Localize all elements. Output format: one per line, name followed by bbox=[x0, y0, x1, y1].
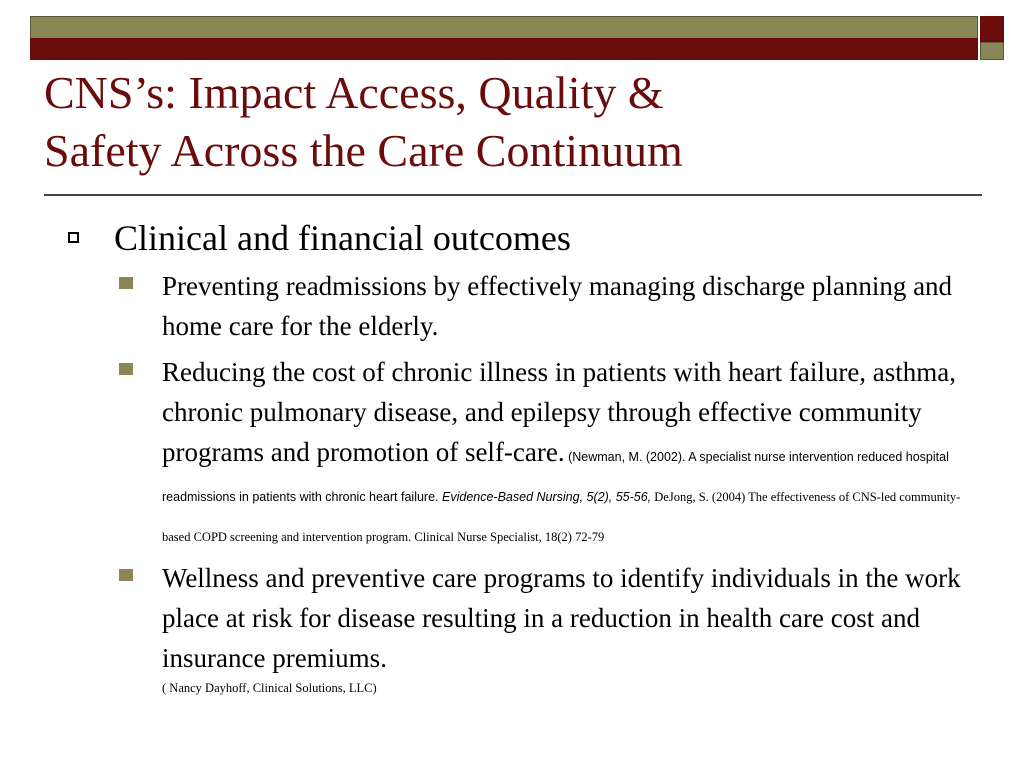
header-square-olive bbox=[980, 42, 1004, 60]
citation-journal: Evidence-Based Nursing, 5(2), 55-56, bbox=[442, 490, 652, 504]
citation-newman: (Newman, M. (2002). A specialist nurse intervention reduced hospital readmissions in patients with chronic heart failure. bbox=[162, 450, 949, 504]
citation-dayhoff: ( Nancy Dayhoff, Clinical Solutions, LLC) bbox=[162, 681, 377, 695]
filled-square-bullet-icon bbox=[119, 277, 133, 289]
title-line-2: Safety Across the Care Continuum bbox=[44, 125, 683, 176]
main-bullet-text: Clinical and financial outcomes bbox=[114, 218, 571, 258]
sub-bullet-chronic-illness bbox=[62, 352, 972, 552]
sub-bullet-wellness bbox=[62, 558, 972, 698]
title-divider bbox=[44, 194, 982, 196]
sub-bullet-text: Reducing the cost of chronic illness in patients with heart failure, asthma, chronic pulmonary disease, and epilepsy through effective community programs and promotion of self-care. bbox=[162, 357, 957, 467]
sub-bullet-text: Wellness and preventive care programs to identify individuals in the work place at risk for disease resulting in a reduction in health care cost and insurance premiums. bbox=[162, 563, 961, 673]
sub-bullet-readmissions bbox=[62, 266, 972, 346]
filled-square-bullet-icon bbox=[119, 363, 133, 375]
slide-body bbox=[62, 216, 972, 704]
main-bullet bbox=[62, 216, 972, 260]
citation-dejong: DeJong, S. (2004) The effectiveness of CNS-led community-based COPD screening and intervention program. Clinical Nurse Specialist, 18(2) 72-79 bbox=[162, 490, 961, 544]
header-band-maroon bbox=[30, 38, 978, 60]
sub-bullet-text: Preventing readmissions by effectively managing discharge planning and home care for the elderly. bbox=[162, 271, 953, 341]
hollow-square-bullet-icon bbox=[68, 232, 79, 243]
filled-square-bullet-icon bbox=[119, 569, 133, 581]
slide-title bbox=[44, 64, 974, 180]
sub-bullet-text-block bbox=[162, 352, 972, 552]
title-line-1: CNS’s: Impact Access, Quality & bbox=[44, 67, 664, 118]
header-square-maroon bbox=[980, 16, 1004, 42]
